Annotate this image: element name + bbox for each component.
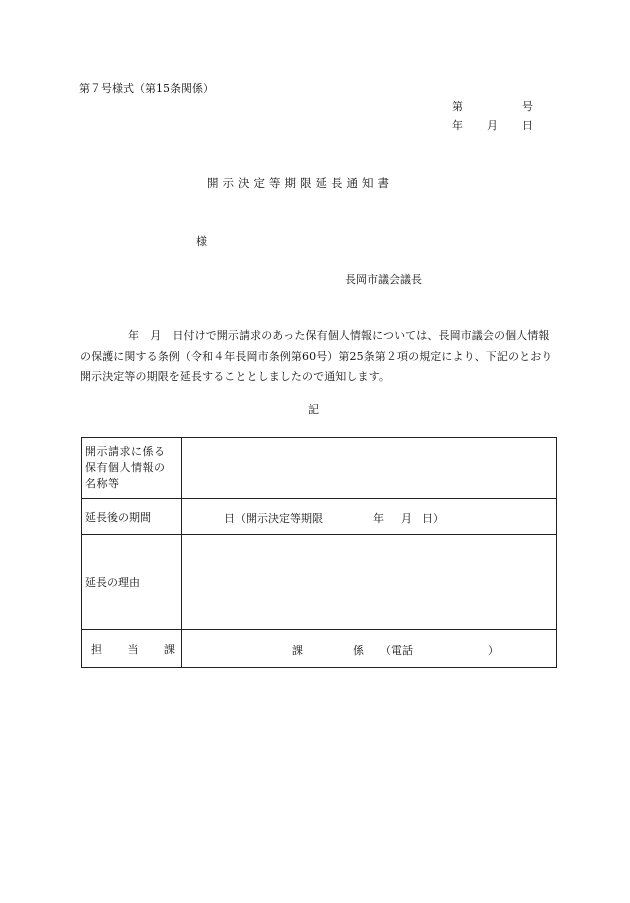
addressee-honorific: 様 <box>196 235 207 248</box>
document-number-prefix: 第 <box>452 100 463 113</box>
period-label: 延長後の期間 <box>82 499 182 535</box>
section-label-char: 担 <box>91 642 102 656</box>
table-row <box>82 535 557 630</box>
section-label-char: 当 <box>127 642 139 656</box>
name-label-line: 保有個人情報の <box>85 461 166 474</box>
section-ka: 課 <box>292 644 303 657</box>
section-value-cell <box>182 630 557 668</box>
table-row <box>82 499 557 535</box>
period-year: 年 <box>373 512 384 525</box>
section-phone-label: （電話 <box>380 644 413 657</box>
section-phone-close: ） <box>488 644 499 657</box>
sender-name: 長岡市議会議長 <box>345 273 422 286</box>
date-month: 月 <box>487 119 498 132</box>
period-day-close: 日） <box>422 512 444 525</box>
form-number: 第７号様式（第15条関係） <box>79 82 214 95</box>
extension-details-table <box>81 437 557 668</box>
table-row <box>82 438 557 499</box>
section-label <box>85 641 181 657</box>
table-row <box>82 630 557 668</box>
date-day: 日 <box>522 119 533 132</box>
name-label-line: 開示請求に係る <box>85 445 166 458</box>
name-label-line: 名称等 <box>85 477 120 490</box>
period-month: 月 <box>401 512 412 525</box>
reason-value-cell <box>182 535 557 630</box>
section-kakari: 係 <box>353 644 364 657</box>
section-label-cell <box>82 630 182 668</box>
period-deadline-label: （開示決定等期限 <box>235 512 323 525</box>
reason-label: 延長の理由 <box>82 535 182 630</box>
name-value-cell <box>182 438 557 499</box>
name-label <box>85 444 181 492</box>
document-title: 開示決定等期限延長通知書 <box>207 176 393 190</box>
document-number-suffix: 号 <box>522 100 533 113</box>
date-year: 年 <box>452 119 463 132</box>
section-label-char: 課 <box>164 642 175 656</box>
name-label-cell <box>82 438 182 499</box>
body-paragraph: 年 月 日付けで開示請求のあった保有個人情報については、長岡市議会の個人情報の保護に関する条例（令和４年長岡市条例第60号）第25条第２項の規定により、下記のとおり開示決定等の期限を延長することとしましたので通知します。 <box>80 329 553 383</box>
period-value-cell <box>182 499 557 535</box>
ki-heading: 記 <box>308 403 319 416</box>
period-day: 日 <box>224 512 235 525</box>
